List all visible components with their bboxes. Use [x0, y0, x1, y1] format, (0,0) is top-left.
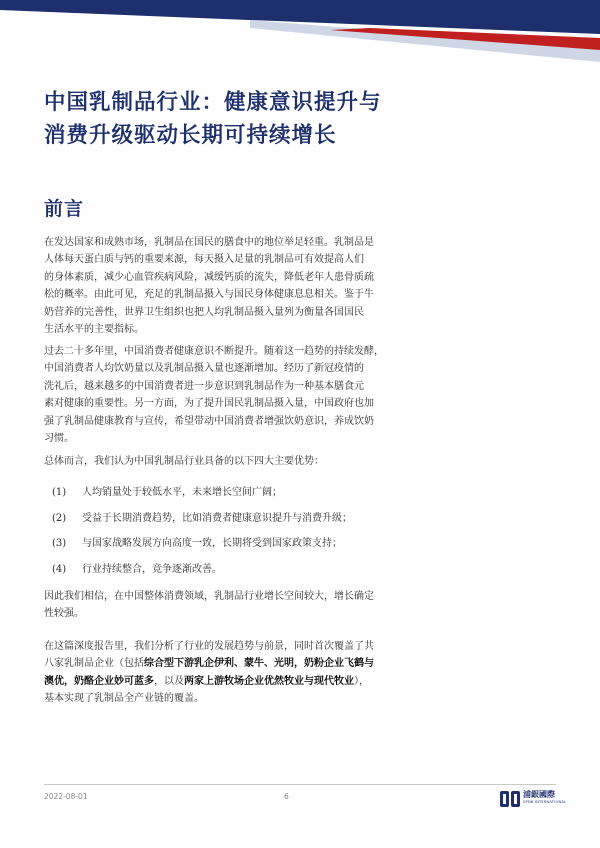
paragraph-line: 习惯。 — [44, 433, 74, 445]
paragraph-line: 奶营养的完善性，世界卫生组织也把人均乳制品摄入量列为衡量各国国民 — [44, 306, 364, 318]
footer-divider — [44, 784, 556, 785]
footer-date: 2022-08-01 — [44, 792, 88, 801]
logo-subtext: SPDB INTERNATIONAL — [523, 800, 567, 804]
paragraph-line: 在发达国家和成熟市场，乳制品在国民的膳食中的地位举足轻重。乳制品是 — [44, 237, 374, 248]
advantage-number: (2) — [52, 513, 67, 524]
paragraph-line — [44, 655, 556, 672]
paragraph-line: 人体每天蛋白质与钙的重要来源，每天摄入足量的乳制品可有效提高人们 — [44, 254, 364, 266]
company-logo — [499, 788, 567, 810]
paragraph-line: 的身体素质，减少心血管疾病风险，减缓钙质的流失，降低老年人患骨质疏 — [44, 271, 374, 283]
coverage-highlight: 综合型下游乳企伊利、蒙牛、光明，奶粉企业飞鹤与 — [144, 658, 374, 670]
paragraph-line: 素对健康的重要性。另一方面，为了提升国民乳制品摄入量，中国政府也加 — [44, 398, 374, 410]
page-number: 6 — [284, 792, 289, 801]
paragraph-line — [44, 673, 556, 690]
coverage-highlight: 两家上游牧场企业优然牧业与现代牧业 — [184, 675, 354, 687]
paragraph-line: 在这篇深度报告里，我们分析了行业的发展趋势与前景，同时首次覆盖了共 — [44, 641, 374, 652]
section-title: 前言 — [44, 198, 85, 220]
paragraph-summary — [44, 453, 556, 470]
advantage-text: 与国家战略发展方向高度一致，长期将受到国家政策支持； — [82, 538, 342, 549]
coverage-highlight: 澳优，奶酪企业妙可蓝多 — [44, 675, 154, 687]
paragraph-line: 松的概率。由此可见，充足的乳制品摄入与国民身体健康息息相关。鉴于牛 — [44, 289, 374, 301]
advantage-item — [52, 486, 282, 500]
advantage-item — [52, 563, 222, 577]
paragraph-coverage — [44, 638, 556, 708]
paragraph-line: 总体而言，我们认为中国乳制品行业具备的以下四大主要优势： — [44, 456, 324, 467]
paragraph-line: 因此我们相信，在中国整体消费领域，乳制品行业增长空间较大，增长确定 — [44, 591, 374, 602]
coverage-text: ）， — [354, 675, 369, 687]
paragraph-line: 基本实现了乳制品全产业链的覆盖。 — [44, 693, 204, 705]
logo-text: 浦銀國際 — [523, 790, 555, 799]
advantage-text: 行业持续整合，竞争逐渐改善。 — [82, 564, 222, 575]
title-line-2: 消费升级驱动长期可持续增长 — [44, 123, 337, 148]
advantage-text: 受益于长期消费趋势，比如消费者健康意识提升与消费升级； — [82, 513, 352, 524]
paragraph-line: 洗礼后，越来越多的中国消费者进一步意识到乳制品作为一种基本膳食元 — [44, 380, 364, 392]
coverage-text: 八家乳制品企业（包括 — [44, 658, 144, 670]
title-line-1: 中国乳制品行业：健康意识提升与 — [44, 90, 382, 115]
header-banner — [0, 0, 600, 62]
advantage-item — [52, 537, 342, 551]
advantage-text: 人均销量处于较低水平，未来增长空间广阔； — [82, 487, 282, 498]
advantage-number: (1) — [52, 487, 67, 498]
paragraph-line: 强了乳制品健康教育与宣传，希望带动中国消费者增强饮奶意识，养成饮奶 — [44, 415, 374, 427]
paragraph-line: 中国消费者人均饮奶量以及乳制品摄入量也逐渐增加。经历了新冠疫情的 — [44, 363, 364, 375]
paragraph-line: 过去二十多年里，中国消费者健康意识不断提升。随着这一趋势的持续发酵， — [44, 346, 384, 357]
advantage-item — [52, 512, 352, 526]
advantage-number: (4) — [52, 564, 67, 575]
logo-mark-icon — [499, 788, 521, 810]
paragraph-intro — [44, 234, 556, 338]
paragraph-trend — [44, 343, 556, 447]
advantage-number: (3) — [52, 538, 67, 549]
coverage-text: ，以及 — [154, 675, 184, 687]
paragraph-conclusion — [44, 588, 556, 623]
paragraph-line: 生活水平的主要指标。 — [44, 324, 144, 336]
report-title — [44, 86, 564, 152]
paragraph-line: 性较强。 — [44, 608, 84, 620]
